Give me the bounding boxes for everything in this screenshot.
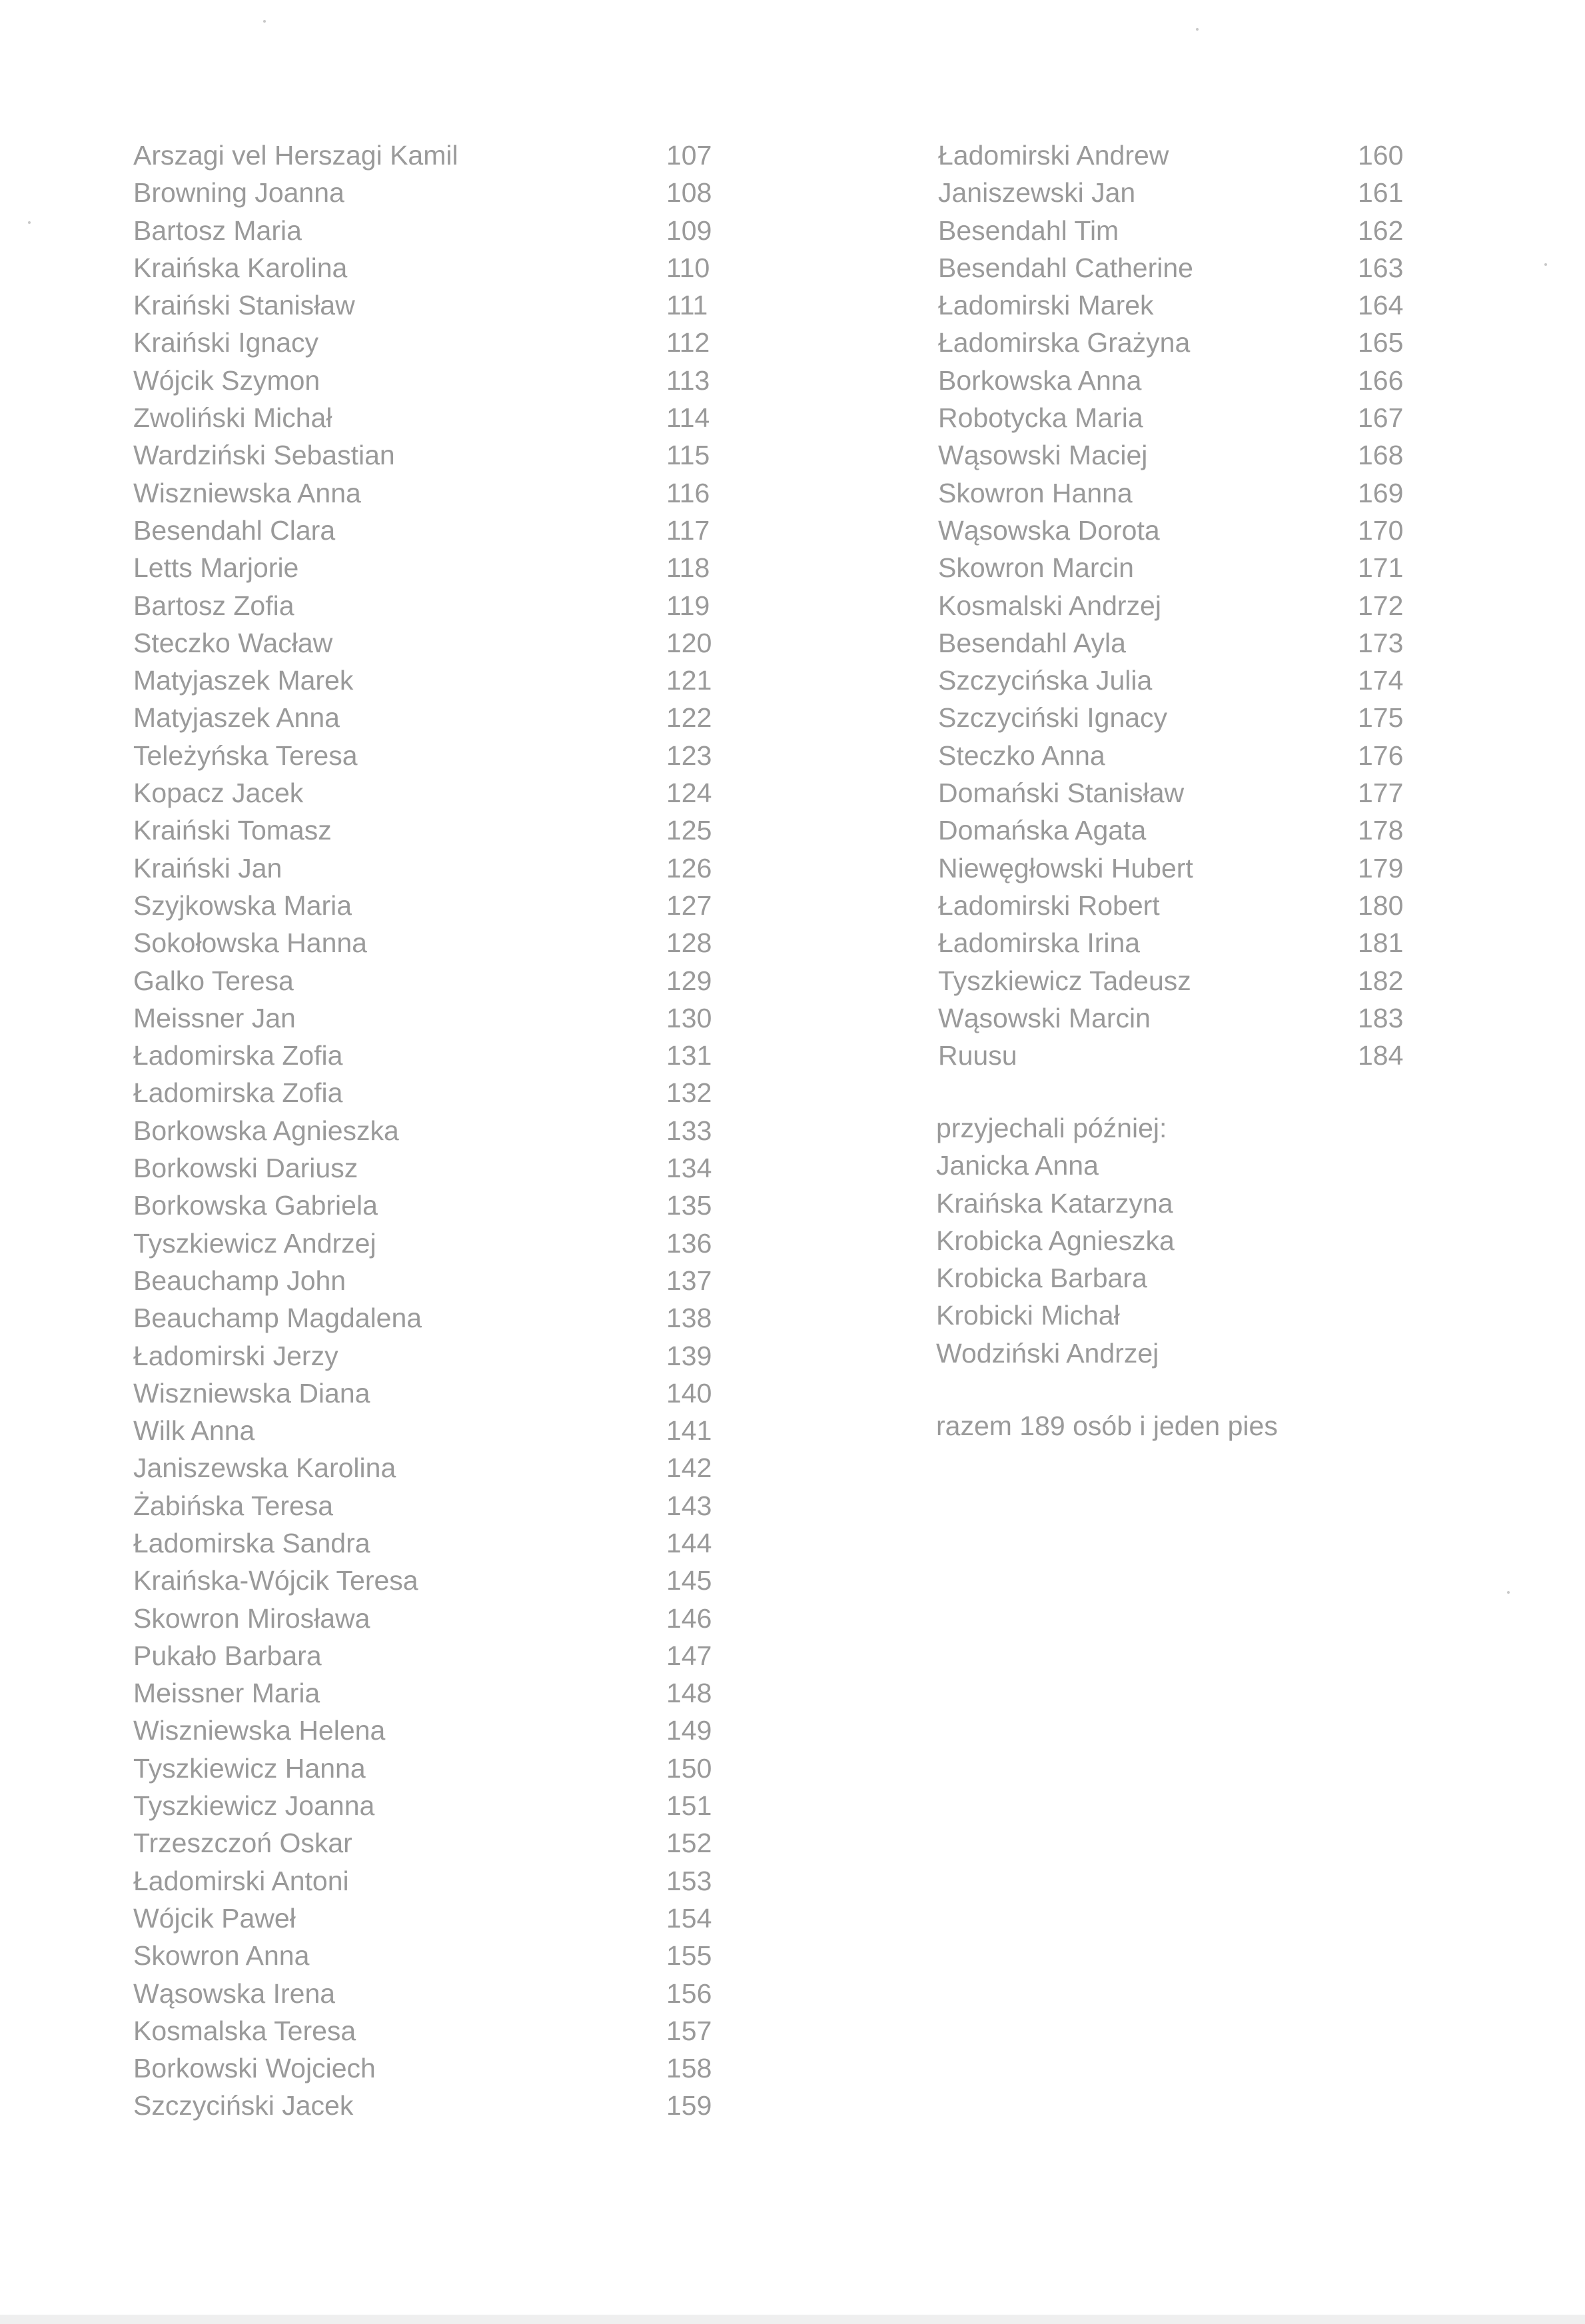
- person-name: Borkowska Anna: [938, 364, 1142, 396]
- list-item: [133, 212, 733, 249]
- list-item: [938, 249, 1418, 287]
- person-name: Letts Marjorie: [133, 552, 299, 584]
- person-name: Janiszewska Karolina: [133, 1452, 396, 1484]
- person-name: Borkowski Dariusz: [133, 1153, 358, 1184]
- person-number: 161: [1358, 177, 1404, 209]
- person-number: 151: [666, 1790, 712, 1822]
- late-arrival-name: Krobicka Barbara: [936, 1263, 1147, 1294]
- person-name: Szczycińska Julia: [938, 665, 1153, 696]
- list-item: [938, 549, 1418, 586]
- person-name: Wąsowski Marcin: [938, 1002, 1151, 1033]
- person-name: Besendahl Ayla: [938, 627, 1126, 658]
- person-name: Besendahl Clara: [133, 514, 336, 546]
- person-number: 156: [666, 1978, 712, 2009]
- list-item: [133, 2087, 733, 2124]
- list-item: [133, 436, 733, 474]
- list-item: [938, 324, 1418, 361]
- person-number: 155: [666, 1940, 712, 1972]
- person-name: Tyszkiewicz Andrzej: [133, 1227, 376, 1259]
- person-number: 117: [666, 514, 710, 546]
- person-name: Meissner Maria: [133, 1678, 320, 1709]
- list-item: [133, 924, 733, 961]
- person-number: 116: [666, 477, 710, 508]
- person-name: Ładomirski Robert: [938, 889, 1160, 921]
- person-name: Ładomirska Zofia: [133, 1077, 343, 1109]
- list-item: [938, 436, 1418, 474]
- list-item: [133, 474, 733, 512]
- person-name: Kraiński Jan: [133, 852, 282, 883]
- person-number: 128: [666, 927, 712, 959]
- person-number: 112: [666, 327, 710, 358]
- person-number: 144: [666, 1527, 712, 1558]
- person-number: 170: [1358, 514, 1404, 546]
- person-name: Browning Joanna: [133, 177, 344, 209]
- person-name: Ładomirski Marek: [938, 290, 1154, 321]
- list-item: [938, 587, 1418, 624]
- list-item: [133, 1412, 733, 1449]
- list-item: [938, 362, 1418, 399]
- person-name: Domańska Agata: [938, 815, 1147, 846]
- list-item: [133, 587, 733, 624]
- person-number: 107: [666, 140, 712, 171]
- person-name: Beauchamp John: [133, 1265, 346, 1296]
- list-item: [133, 2049, 733, 2087]
- list-item: [938, 512, 1418, 549]
- person-number: 183: [1358, 1002, 1404, 1033]
- scan-bottom-edge: [0, 2315, 1585, 2324]
- list-item: [938, 962, 1418, 999]
- person-number: 143: [666, 1490, 712, 1521]
- person-number: 126: [666, 852, 712, 883]
- person-name: Zwoliński Michał: [133, 402, 332, 434]
- person-number: 141: [666, 1415, 712, 1447]
- person-name: Besendahl Tim: [938, 215, 1119, 246]
- list-item: [133, 2012, 733, 2049]
- list-item: [938, 399, 1418, 436]
- person-number: 175: [1358, 702, 1404, 734]
- list-item: [133, 137, 733, 174]
- person-number: 132: [666, 1077, 712, 1109]
- person-name: Szczyciński Ignacy: [938, 702, 1168, 734]
- list-item: [938, 212, 1418, 249]
- person-name: Bartosz Zofia: [133, 590, 294, 621]
- list-item: [133, 624, 733, 662]
- person-name: Wójcik Paweł: [133, 1902, 296, 1934]
- list-item: [938, 174, 1418, 211]
- late-arrivals-list: [936, 1147, 1469, 1372]
- person-number: 134: [666, 1153, 712, 1184]
- person-name: Wiszniewska Helena: [133, 1715, 386, 1746]
- total-summary: razem 189 osób i jeden pies: [936, 1411, 1278, 1441]
- person-number: 137: [666, 1265, 712, 1296]
- person-name: Wąsowska Irena: [133, 1978, 336, 2009]
- person-number: 149: [666, 1715, 712, 1746]
- list-item: [133, 1487, 733, 1524]
- person-name: Teleżyńska Teresa: [133, 740, 358, 771]
- list-item: [133, 1449, 733, 1486]
- person-name: Steczko Wacław: [133, 627, 333, 658]
- person-number: 119: [666, 590, 710, 621]
- person-name: Robotycka Maria: [938, 402, 1143, 434]
- person-number: 131: [666, 1040, 712, 1071]
- person-name: Kosmalska Teresa: [133, 2015, 356, 2046]
- list-item: [133, 699, 733, 736]
- person-number: 176: [1358, 740, 1404, 771]
- person-number: 113: [666, 364, 710, 396]
- person-name: Wójcik Szymon: [133, 364, 320, 396]
- late-arrival-name: Krobicki Michał: [936, 1300, 1120, 1331]
- person-number: 171: [1358, 552, 1404, 584]
- person-number: 178: [1358, 815, 1404, 846]
- late-arrival-name: Kraińska Katarzyna: [936, 1187, 1173, 1219]
- person-name: Kraiński Stanisław: [133, 290, 355, 321]
- person-number: 142: [666, 1452, 712, 1484]
- list-item: [133, 1262, 733, 1299]
- person-number: 130: [666, 1002, 712, 1033]
- person-name: Kraiński Ignacy: [133, 327, 319, 358]
- person-number: 138: [666, 1303, 712, 1334]
- list-item: [938, 999, 1418, 1037]
- person-name: Ładomirski Antoni: [133, 1865, 349, 1896]
- scan-speck: [263, 20, 266, 23]
- list-item: [133, 1600, 733, 1637]
- person-number: 114: [666, 402, 710, 434]
- person-number: 169: [1358, 477, 1404, 508]
- person-name: Borkowska Gabriela: [133, 1190, 378, 1221]
- person-name: Skowron Anna: [133, 1940, 310, 1972]
- person-number: 162: [1358, 215, 1404, 246]
- person-number: 166: [1358, 364, 1404, 396]
- list-item: [133, 1975, 733, 2012]
- person-number: 181: [1358, 927, 1404, 959]
- list-item: [938, 1037, 1418, 1074]
- list-item: [133, 1187, 733, 1224]
- late-arrivals-heading: przyjechali później:: [936, 1113, 1167, 1143]
- person-name: Kraińska-Wójcik Teresa: [133, 1565, 418, 1596]
- person-name: Besendahl Catherine: [938, 252, 1193, 283]
- person-number: 159: [666, 2090, 712, 2121]
- list-item: [133, 1375, 733, 1412]
- person-name: Beauchamp Magdalena: [133, 1303, 422, 1334]
- scan-speck: [1544, 263, 1547, 266]
- person-name: Kraińska Karolina: [133, 252, 348, 283]
- list-item: [133, 1225, 733, 1262]
- list-item: [133, 1074, 733, 1111]
- list-item: [133, 1862, 733, 1900]
- person-name: Wilk Anna: [133, 1415, 255, 1447]
- person-name: Borkowski Wojciech: [133, 2053, 376, 2084]
- person-number: 122: [666, 702, 712, 734]
- list-item: [938, 737, 1418, 774]
- person-number: 167: [1358, 402, 1404, 434]
- list-item: [938, 662, 1418, 699]
- person-name: Matyjaszek Anna: [133, 702, 340, 734]
- person-name: Szczyciński Jacek: [133, 2090, 354, 2121]
- list-item: [133, 1824, 733, 1862]
- person-name: Skowron Hanna: [938, 477, 1133, 508]
- person-number: 140: [666, 1377, 712, 1409]
- list-item: [938, 887, 1418, 924]
- person-number: 109: [666, 215, 712, 246]
- list-item: [133, 287, 733, 324]
- person-number: 125: [666, 815, 712, 846]
- person-number: 164: [1358, 290, 1404, 321]
- list-item: [133, 324, 733, 361]
- person-name: Kraiński Tomasz: [133, 815, 332, 846]
- person-name: Janiszewski Jan: [938, 177, 1136, 209]
- person-name: Galko Teresa: [133, 965, 294, 996]
- list-item: [133, 1937, 733, 1974]
- list-item: [133, 1562, 733, 1599]
- person-number: 129: [666, 965, 712, 996]
- scan-speck: [28, 221, 31, 224]
- list-item: [133, 887, 733, 924]
- person-number: 163: [1358, 252, 1404, 283]
- list-item: [133, 1299, 733, 1337]
- person-number: 139: [666, 1340, 712, 1371]
- list-item: [133, 662, 733, 699]
- person-name: Ładomirski Jerzy: [133, 1340, 338, 1371]
- list-item: [133, 174, 733, 211]
- person-number: 172: [1358, 590, 1404, 621]
- person-name: Szyjkowska Maria: [133, 889, 352, 921]
- list-item: [133, 549, 733, 586]
- list-item: [133, 1524, 733, 1562]
- person-number: 174: [1358, 665, 1404, 696]
- person-number: 153: [666, 1865, 712, 1896]
- person-number: 135: [666, 1190, 712, 1221]
- person-name: Meissner Jan: [133, 1002, 296, 1033]
- late-arrivals-section: [936, 1109, 1469, 1372]
- list-item: [938, 287, 1418, 324]
- person-name: Wiszniewska Anna: [133, 477, 361, 508]
- person-number: 180: [1358, 889, 1404, 921]
- list-item: [133, 249, 733, 287]
- person-number: 150: [666, 1752, 712, 1784]
- person-number: 148: [666, 1678, 712, 1709]
- person-name: Niewęgłowski Hubert: [938, 852, 1193, 883]
- list-item: [938, 699, 1418, 736]
- list-item: [133, 362, 733, 399]
- person-name: Ładomirska Zofia: [133, 1040, 343, 1071]
- person-number: 173: [1358, 627, 1404, 658]
- person-number: 124: [666, 778, 712, 809]
- late-arrival-name: Wodziński Andrzej: [936, 1337, 1159, 1369]
- scan-speck: [1507, 1591, 1510, 1594]
- list-item: [133, 1900, 733, 1937]
- person-name: Wiszniewska Diana: [133, 1377, 370, 1409]
- person-name: Wąsowski Maciej: [938, 440, 1148, 471]
- list-item: [938, 850, 1418, 887]
- person-number: 118: [666, 552, 710, 584]
- person-number: 115: [666, 440, 710, 471]
- person-name: Matyjaszek Marek: [133, 665, 354, 696]
- person-number: 160: [1358, 140, 1404, 171]
- person-number: 182: [1358, 965, 1404, 996]
- late-arrival-name: Krobicka Agnieszka: [936, 1225, 1175, 1256]
- right-name-column: [938, 137, 1418, 1074]
- list-item: [133, 1750, 733, 1787]
- list-item: [938, 624, 1418, 662]
- person-number: 177: [1358, 778, 1404, 809]
- person-number: 146: [666, 1602, 712, 1634]
- person-number: 136: [666, 1227, 712, 1259]
- person-number: 120: [666, 627, 712, 658]
- list-item: [938, 812, 1418, 849]
- list-item: [133, 737, 733, 774]
- person-number: 127: [666, 889, 712, 921]
- person-name: Sokołowska Hanna: [133, 927, 367, 959]
- person-name: Steczko Anna: [938, 740, 1105, 771]
- person-name: Trzeszczoń Oskar: [133, 1828, 352, 1859]
- person-name: Ruusu: [938, 1040, 1017, 1071]
- person-name: Ładomirska Sandra: [133, 1527, 370, 1558]
- person-name: Tyszkiewicz Hanna: [133, 1752, 366, 1784]
- person-number: 147: [666, 1640, 712, 1671]
- list-item: [133, 812, 733, 849]
- list-item: [133, 774, 733, 812]
- list-item: [133, 1112, 733, 1149]
- person-name: Skowron Mirosława: [133, 1602, 370, 1634]
- list-item: [133, 850, 733, 887]
- list-item: [938, 924, 1418, 961]
- person-number: 165: [1358, 327, 1404, 358]
- person-number: 121: [666, 665, 712, 696]
- person-name: Skowron Marcin: [938, 552, 1134, 584]
- person-name: Kosmalski Andrzej: [938, 590, 1161, 621]
- person-name: Kopacz Jacek: [133, 778, 304, 809]
- late-arrival-name: Janicka Anna: [936, 1150, 1099, 1181]
- person-name: Arszagi vel Herszagi Kamil: [133, 140, 458, 171]
- person-name: Borkowska Agnieszka: [133, 1115, 399, 1146]
- person-name: Tyszkiewicz Tadeusz: [938, 965, 1191, 996]
- list-item: [133, 399, 733, 436]
- person-name: Ładomirska Grażyna: [938, 327, 1191, 358]
- person-number: 168: [1358, 440, 1404, 471]
- list-item: [133, 962, 733, 999]
- person-name: Wąsowska Dorota: [938, 514, 1160, 546]
- list-item: [133, 1674, 733, 1712]
- person-number: 111: [666, 290, 708, 321]
- list-item: [938, 474, 1418, 512]
- person-number: 158: [666, 2053, 712, 2084]
- person-number: 157: [666, 2015, 712, 2046]
- person-number: 145: [666, 1565, 712, 1596]
- person-number: 123: [666, 740, 712, 771]
- list-item: [133, 1637, 733, 1674]
- person-number: 133: [666, 1115, 712, 1146]
- person-number: 108: [666, 177, 712, 209]
- list-item: [133, 999, 733, 1037]
- list-item: [938, 137, 1418, 174]
- list-item: [133, 1337, 733, 1375]
- list-item: [133, 1037, 733, 1074]
- list-item: [133, 512, 733, 549]
- person-name: Wardziński Sebastian: [133, 440, 395, 471]
- person-number: 110: [666, 252, 710, 283]
- person-number: 179: [1358, 852, 1404, 883]
- person-name: Domański Stanisław: [938, 778, 1185, 809]
- person-number: 152: [666, 1828, 712, 1859]
- scan-speck: [1196, 28, 1199, 31]
- person-name: Ładomirska Irina: [938, 927, 1141, 959]
- person-name: Ładomirski Andrew: [938, 140, 1169, 171]
- person-name: Pukało Barbara: [133, 1640, 322, 1671]
- person-number: 184: [1358, 1040, 1404, 1071]
- list-item: [133, 1787, 733, 1824]
- person-number: 154: [666, 1902, 712, 1934]
- person-name: Tyszkiewicz Joanna: [133, 1790, 375, 1822]
- list-item: [133, 1712, 733, 1749]
- list-item: [938, 774, 1418, 812]
- person-name: Żabińska Teresa: [133, 1490, 334, 1521]
- list-item: [133, 1149, 733, 1187]
- person-name: Bartosz Maria: [133, 215, 302, 246]
- left-name-column: [133, 137, 733, 2125]
